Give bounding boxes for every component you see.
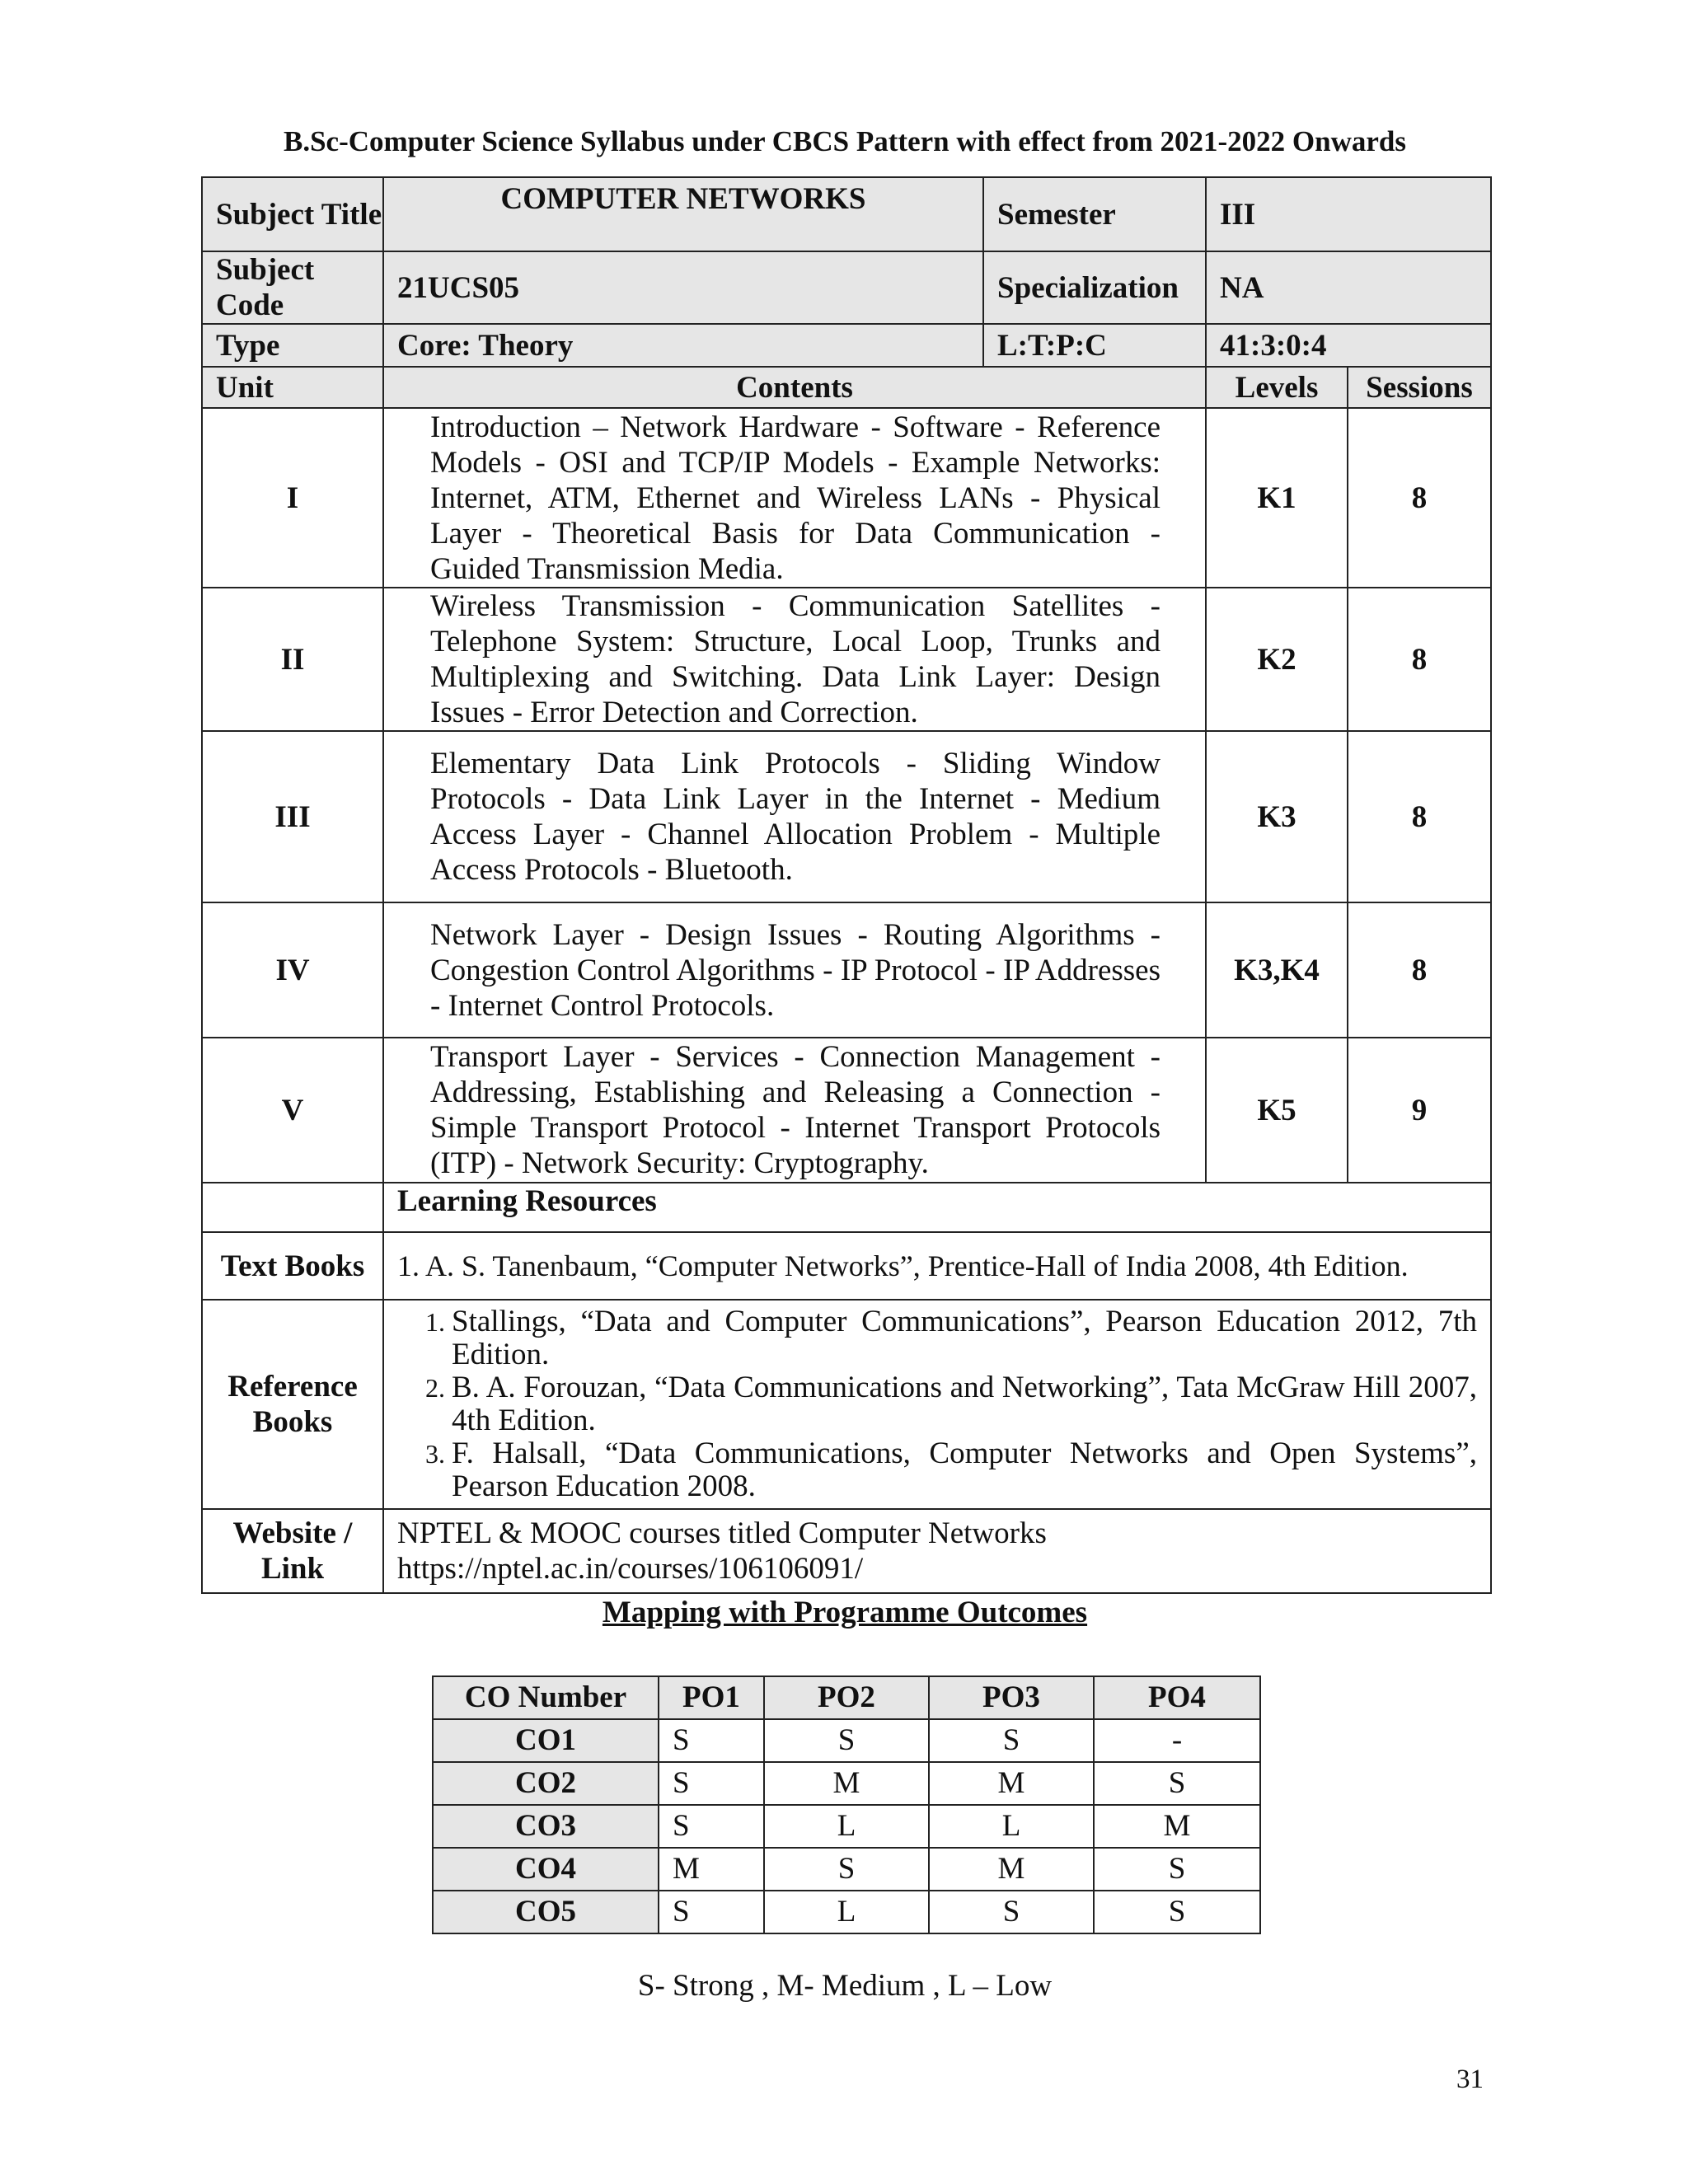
po-cell: L xyxy=(929,1805,1094,1848)
sessions-header: Sessions xyxy=(1348,367,1491,408)
contents-header: Contents xyxy=(383,367,1206,408)
po-cell: M xyxy=(929,1848,1094,1891)
units-header-row xyxy=(202,367,1491,408)
reference-book-item: 3. F. Halsall, “Data Communications, Computer Networks and Open Systems”, Pearson Education 2008. xyxy=(452,1437,1477,1503)
semester-value: III xyxy=(1206,177,1491,251)
semester-label: Semester xyxy=(983,177,1206,251)
reference-books-label: Reference Books xyxy=(202,1300,383,1509)
document-header: B.Sc-Computer Science Syllabus under CBCS Pattern with effect from 2021-2022 Onwards xyxy=(283,125,1407,157)
unit-contents: Introduction – Network Hardware - Software - Reference Models - OSI and TCP/IP Models - Example Networks: Internet, ATM, Ethernet and Wireless LANs - Physical Layer - Theoretical Basis for Data Communication - Guided Transmission Media. xyxy=(383,408,1206,588)
unit-level: K3 xyxy=(1206,731,1348,902)
po-cell: S xyxy=(1094,1762,1260,1805)
po-cell: S xyxy=(659,1891,764,1933)
subject-title-row xyxy=(202,177,1491,251)
po-cell: S xyxy=(764,1848,929,1891)
syllabus-table xyxy=(201,176,1492,1594)
specialization-label: Specialization xyxy=(983,251,1206,324)
unit-number: III xyxy=(202,731,383,902)
page-number: 31 xyxy=(1456,2064,1484,2094)
po-cell: S xyxy=(1094,1891,1260,1933)
unit-sessions: 8 xyxy=(1348,902,1491,1038)
reference-book-item: 1. Stallings, “Data and Computer Communications”, Pearson Education 2012, 7th Edition. xyxy=(452,1305,1477,1371)
unit-contents: Wireless Transmission - Communication Satellites - Telephone System: Structure, Local Loop, Trunks and Multiplexing and Switching. Data Link Layer: Design Issues - Error Detection and Correction. xyxy=(383,588,1206,731)
unit-row xyxy=(202,588,1491,731)
po-row xyxy=(433,1805,1260,1848)
unit-number: I xyxy=(202,408,383,588)
po-cell: L xyxy=(764,1805,929,1848)
po-column-header: PO4 xyxy=(1094,1676,1260,1719)
po-cell: S xyxy=(1094,1848,1260,1891)
co-number: CO1 xyxy=(433,1719,659,1762)
po-cell: S xyxy=(659,1762,764,1805)
website-text: NPTEL & MOOC courses titled Computer Networks xyxy=(397,1516,1047,1550)
co-number: CO4 xyxy=(433,1848,659,1891)
unit-level: K2 xyxy=(1206,588,1348,731)
co-number: CO5 xyxy=(433,1891,659,1933)
po-cell: M xyxy=(659,1848,764,1891)
po-row xyxy=(433,1762,1260,1805)
unit-number: IV xyxy=(202,902,383,1038)
website-row xyxy=(202,1509,1491,1593)
unit-row xyxy=(202,1038,1491,1183)
unit-header: Unit xyxy=(202,367,383,408)
text-books-label: Text Books xyxy=(202,1232,383,1300)
unit-row xyxy=(202,902,1491,1038)
po-cell: M xyxy=(764,1762,929,1805)
type-value: Core: Theory xyxy=(383,324,983,367)
po-cell: L xyxy=(764,1891,929,1933)
ltpc-value: 41:3:0:4 xyxy=(1206,324,1491,367)
po-cell: S xyxy=(929,1891,1094,1933)
unit-sessions: 8 xyxy=(1348,731,1491,902)
text-books-value: 1. A. S. Tanenbaum, “Computer Networks”, Prentice-Hall of India 2008, 4th Edition. xyxy=(383,1232,1491,1300)
text-books-row xyxy=(202,1232,1491,1300)
mapping-title: Mapping with Programme Outcomes xyxy=(602,1596,1088,1629)
mapping-legend: S- Strong , M- Medium , L – Low xyxy=(637,1969,1053,2003)
co-number: CO3 xyxy=(433,1805,659,1848)
type-row xyxy=(202,324,1491,367)
unit-level: K1 xyxy=(1206,408,1348,588)
unit-sessions: 8 xyxy=(1348,588,1491,731)
unit-contents: Transport Layer - Services - Connection Management - Addressing, Establishing and Releasing a Connection - Simple Transport Protocol - Internet Transport Protocols (ITP) - Network Security: Cryptography. xyxy=(383,1038,1206,1183)
unit-row xyxy=(202,731,1491,902)
website-label: Website / Link xyxy=(202,1509,383,1593)
po-column-header: CO Number xyxy=(433,1676,659,1719)
unit-number: II xyxy=(202,588,383,731)
subject-code-label: Subject Code xyxy=(202,251,383,324)
po-cell: M xyxy=(929,1762,1094,1805)
subject-title: COMPUTER NETWORKS xyxy=(383,177,983,251)
reference-books-row xyxy=(202,1300,1491,1509)
co-number: CO2 xyxy=(433,1762,659,1805)
po-column-header: PO2 xyxy=(764,1676,929,1719)
subject-code-row xyxy=(202,251,1491,324)
po-header-row xyxy=(433,1676,1260,1719)
unit-level: K5 xyxy=(1206,1038,1348,1183)
type-label: Type xyxy=(202,324,383,367)
reference-books-list xyxy=(384,1301,1490,1508)
levels-header: Levels xyxy=(1206,367,1348,408)
unit-sessions: 8 xyxy=(1348,408,1491,588)
subject-code: 21UCS05 xyxy=(383,251,983,324)
ltpc-label: L:T:P:C xyxy=(983,324,1206,367)
po-row xyxy=(433,1719,1260,1762)
po-cell: S xyxy=(929,1719,1094,1762)
po-cell: - xyxy=(1094,1719,1260,1762)
website-link[interactable]: https://nptel.ac.in/courses/106106091/ xyxy=(397,1552,864,1586)
learning-resources-heading: Learning Resources xyxy=(383,1183,1491,1232)
po-row xyxy=(433,1848,1260,1891)
unit-number: V xyxy=(202,1038,383,1183)
unit-contents: Elementary Data Link Protocols - Sliding Window Protocols - Data Link Layer in the Internet - Medium Access Layer - Channel Allocation Problem - Multiple Access Protocols - Bluetooth. xyxy=(383,731,1206,902)
reference-book-item: 2. B. A. Forouzan, “Data Communications and Networking”, Tata McGraw Hill 2007, 4th Edition. xyxy=(452,1371,1477,1437)
specialization-value: NA xyxy=(1206,251,1491,324)
subject-title-label: Subject Title xyxy=(202,177,383,251)
unit-sessions: 9 xyxy=(1348,1038,1491,1183)
po-cell: S xyxy=(659,1805,764,1848)
unit-level: K3,K4 xyxy=(1206,902,1348,1038)
po-column-header: PO3 xyxy=(929,1676,1094,1719)
po-cell: M xyxy=(1094,1805,1260,1848)
po-cell: S xyxy=(659,1719,764,1762)
po-mapping-table xyxy=(432,1675,1261,1934)
po-row xyxy=(433,1891,1260,1933)
po-column-header: PO1 xyxy=(659,1676,764,1719)
learning-resources-row xyxy=(202,1183,1491,1232)
unit-row xyxy=(202,408,1491,588)
po-cell: S xyxy=(764,1719,929,1762)
unit-contents: Network Layer - Design Issues - Routing Algorithms - Congestion Control Algorithms - IP Protocol - IP Addresses - Internet Control Protocols. xyxy=(383,902,1206,1038)
